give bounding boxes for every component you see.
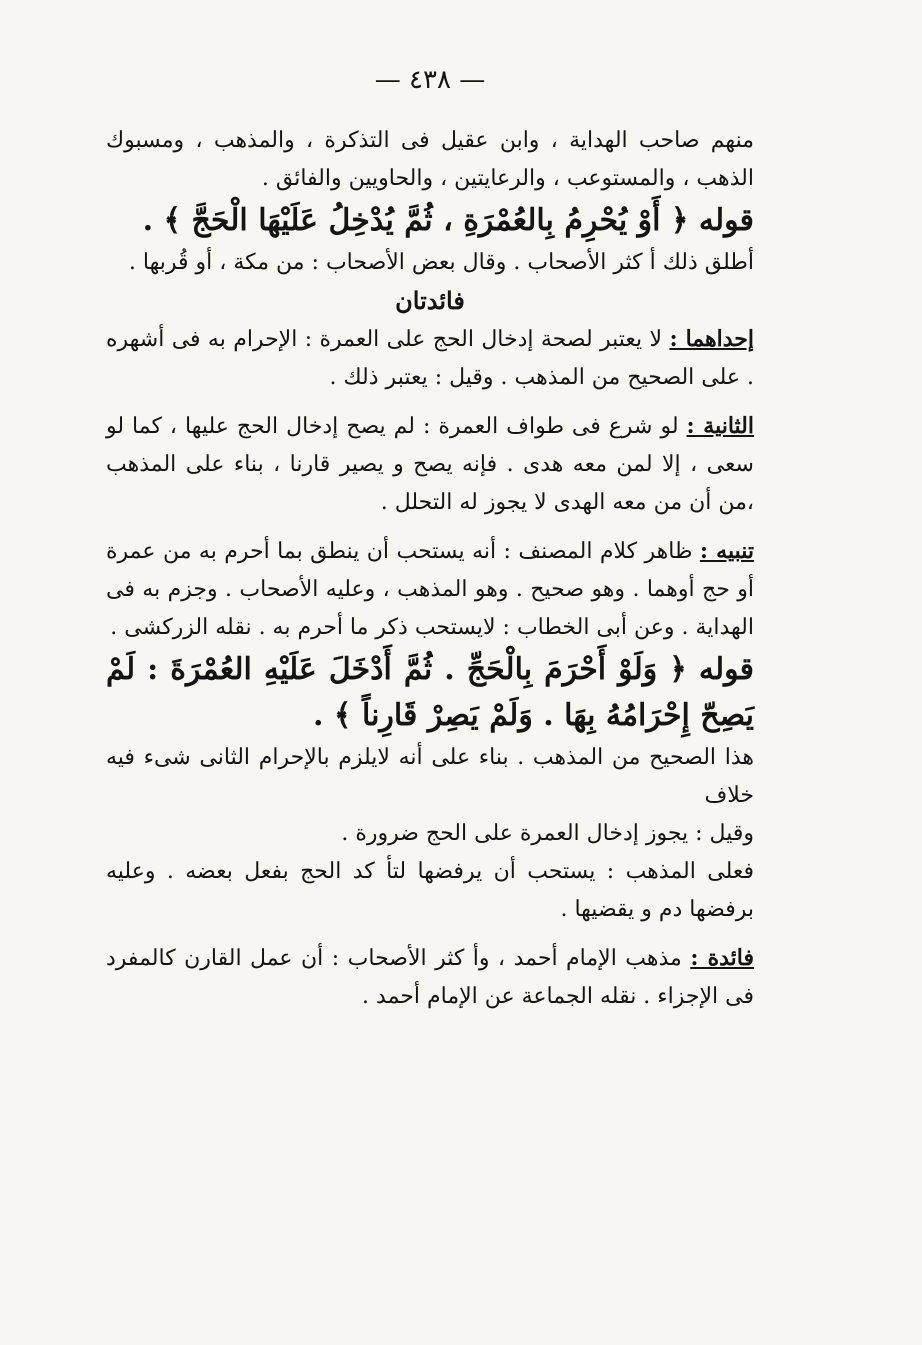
paragraph	[106, 407, 754, 522]
paragraph: منهم صاحب الهداية ، وابن عقيل فى التذكرة ، والمذهب ، ومسبوك الذهب ، والمستوعب ، والرعايتين ، والحاويين والفائق .	[106, 128, 754, 191]
paragraph-text: ظاهر كلام المصنف : أنه يستحب أن ينطق بما أحرم به من عمرة أو حج أوهما . وهو صحيح . وهو المذهب ، وعليه الأصحاب . وجزم به فى الهداية . وعن أبى الخطاب : لايستحب ذكر ما أحرم به . نقله الزركشى .	[106, 539, 754, 640]
paragraph-text: لا يعتبر لصحة إدخال الحج على العمرة : الإحرام به فى أشهره . على الصحيح من المذهب . وقيل : يعتبر ذلك .	[106, 327, 754, 390]
quoted-verse: قوله ﴿ أَوْ يُحْرِمُ بِالعُمْرَةِ ، ثُمَّ يُدْخِلُ عَلَيْهَا الْحَجَّ ﴾ .	[142, 203, 754, 238]
paragraph-lead: فائدة :	[690, 945, 755, 971]
paragraph	[106, 532, 754, 647]
paragraph: هذا الصحيح من المذهب . بناء على أنه لايلزم بالإحرام الثانى شىء فيه خلاف	[106, 745, 754, 808]
paragraph	[106, 939, 754, 1016]
section-heading: فائدتان	[395, 286, 465, 315]
page-number: — ٤٣٨ —	[374, 65, 486, 95]
paragraph-lead: تنبيه :	[699, 538, 754, 564]
paragraph-text: لو شرع فى طواف العمرة : لم يصح إدخال الحج عليها ، كما لو سعى ، إلا لمن معه هدى . فإنه يصح و يصير قارنا ، بناء على المذهب ،من أن من معه الهدى لا يجوز له التحلل .	[106, 414, 754, 515]
paragraph: فعلى المذهب : يستحب أن يرفضها لتأ كد الحج بفعل بعضه . وعليه برفضها دم و يقضيها .	[106, 859, 754, 922]
paragraph-text: مذهب الإمام أحمد ، وأ كثر الأصحاب : أن عمل القارن كالمفرد فى الإجزاء . نقله الجماعة عن الإمام أحمد .	[106, 946, 754, 1009]
paragraph: وقيل : يجوز إدخال العمرة على الحج ضرورة .	[341, 821, 754, 846]
paragraph-lead: إحداهما :	[669, 326, 754, 352]
page-body	[106, 122, 754, 1016]
quoted-verse: قوله ﴿ وَلَوْ أَحْرَمَ بِالْحَجِّ . ثُمَّ أَدْخَلَ عَلَيْهِ العُمْرَةَ : لَمْ يَصِحّ إِحْرَامُهُ بِهَا . وَلَمْ يَصِرْ قَارِناً ﴾ .	[106, 652, 754, 733]
paragraph: أطلق ذلك أ كثر الأصحاب . وقال بعض الأصحاب : من مكة ، أو قُربها .	[128, 250, 754, 275]
paragraph	[106, 320, 754, 397]
paragraph-lead: الثانية :	[686, 413, 754, 439]
